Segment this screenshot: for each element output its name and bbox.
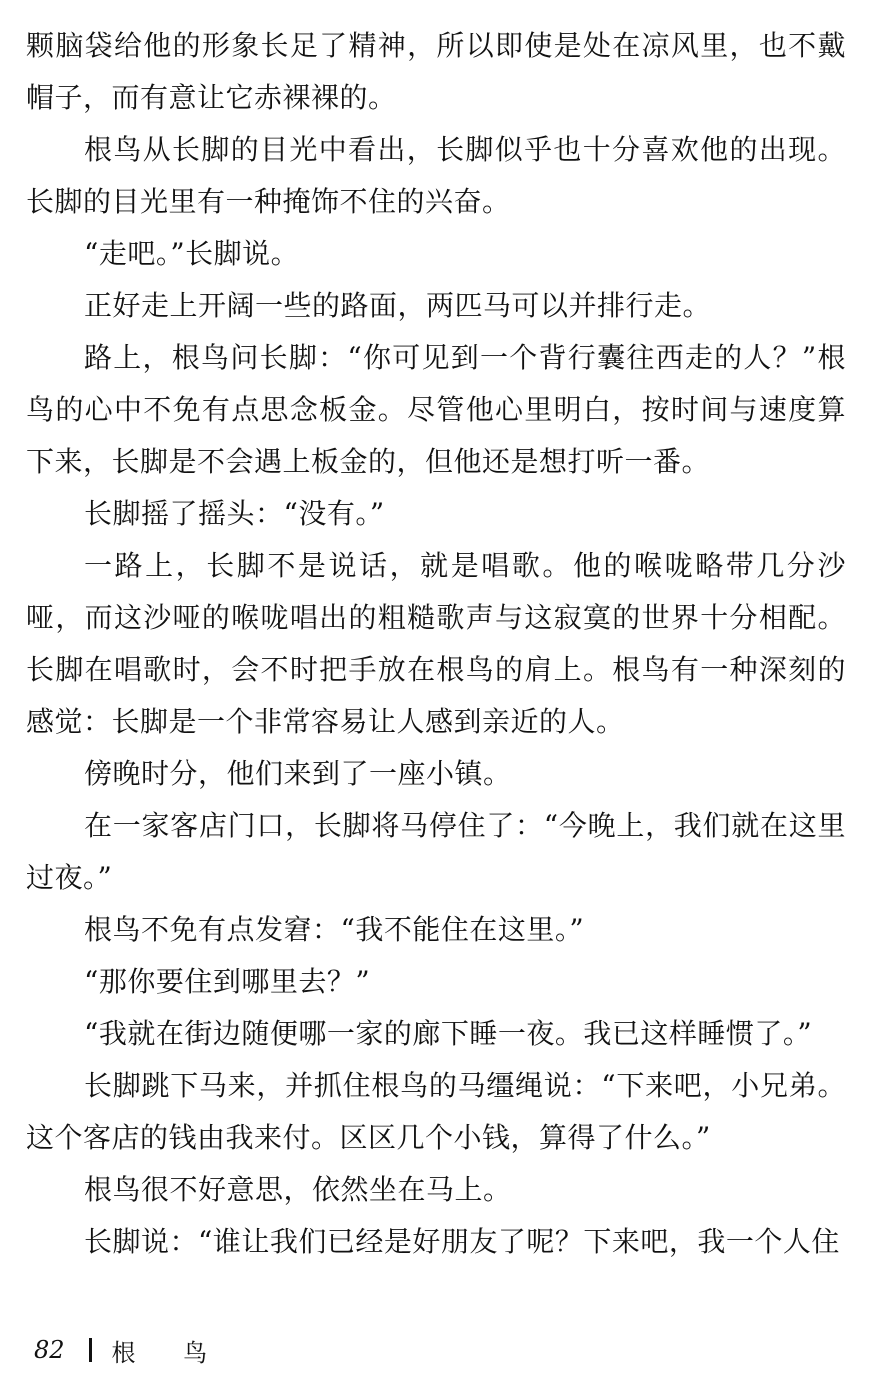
- paragraph: 长脚跳下马来，并抓住根鸟的马缰绳说：“下来吧，小兄弟。这个客店的钱由我来付。区区几个小钱，算得了什么。”: [26, 1069, 846, 1154]
- page-number: 82: [34, 1336, 65, 1364]
- paragraph: 根鸟不免有点发窘：“我不能住在这里。”: [84, 913, 585, 946]
- paragraph: 根鸟很不好意思，依然坐在马上。: [84, 1173, 512, 1206]
- paragraph: 正好走上开阔一些的路面，两匹马可以并排行走。: [84, 289, 712, 322]
- paragraph: 一路上，长脚不是说话，就是唱歌。他的喉咙略带几分沙哑，而这沙哑的喉咙唱出的粗糙歌声与这寂寞的世界十分相配。长脚在唱歌时，会不时把手放在根鸟的肩上。根鸟有一种深刻的感觉：长脚是一个非常容易让人感到亲近的人。: [26, 549, 846, 738]
- paragraph: “那你要住到哪里去？”: [84, 965, 371, 998]
- paragraph: 长脚摇了摇头：“没有。”: [84, 497, 385, 530]
- paragraph: 傍晚时分，他们来到了一座小镇。: [84, 757, 512, 790]
- paragraph: 在一家客店门口，长脚将马停住了：“今晚上，我们就在这里过夜。”: [26, 809, 846, 894]
- paragraph: 长脚说：“谁让我们已经是好朋友了呢？下来吧，我一个人住: [84, 1225, 840, 1258]
- body-text: [26, 20, 846, 1268]
- paragraph: 颗脑袋给他的形象长足了精神，所以即使是处在凉风里，也不戴帽子，而有意让它赤裸裸的。: [26, 29, 846, 114]
- book-title: 根 鸟: [111, 1338, 228, 1367]
- page-footer: [34, 1330, 227, 1370]
- paragraph: “走吧。”长脚说。: [84, 237, 300, 270]
- footer-divider: [89, 1338, 92, 1362]
- paragraph: 根鸟从长脚的目光中看出，长脚似乎也十分喜欢他的出现。长脚的目光里有一种掩饰不住的兴奋。: [26, 133, 846, 218]
- paragraph: 路上，根鸟问长脚：“你可见到一个背行囊往西走的人？”根鸟的心中不免有点思念板金。尽管他心里明白，按时间与速度算下来，长脚是不会遇上板金的，但他还是想打听一番。: [26, 341, 846, 478]
- paragraph: “我就在街边随便哪一家的廊下睡一夜。我已这样睡惯了。”: [84, 1017, 813, 1050]
